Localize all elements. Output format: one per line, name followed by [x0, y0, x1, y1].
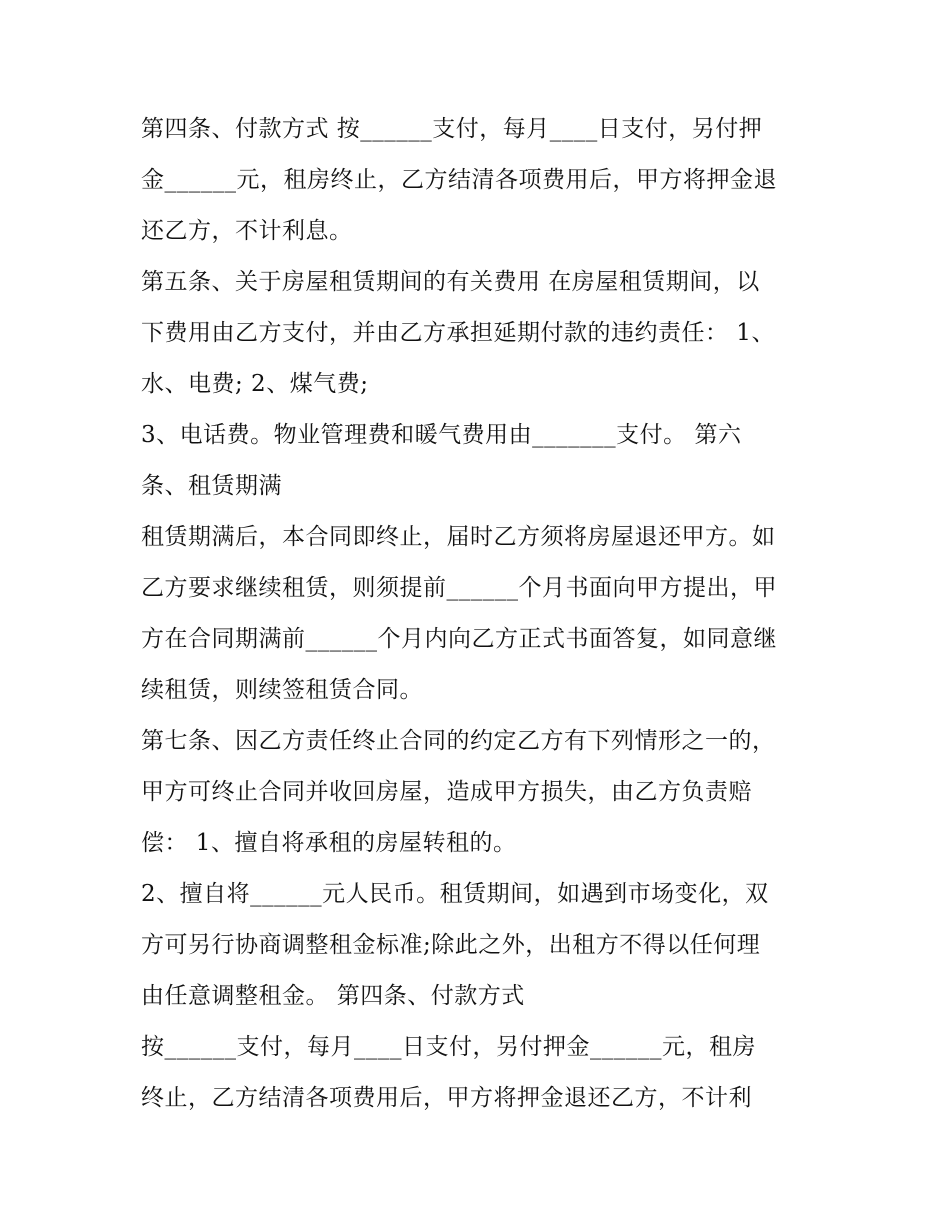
text-line-18: 由任意调整租金。 第四条、付款方式	[141, 983, 525, 1009]
text-line-13: 第七条、因乙方责任终止合同的约定乙方有下列情形之一的，	[141, 728, 776, 754]
text-line-2: 金______元，租房终止，乙方结清各项费用后，甲方将押金退	[141, 167, 777, 193]
text-line-5: 下费用由乙方支付，并由乙方承担延期付款的违约责任： 1、	[141, 320, 775, 346]
text-line-14: 甲方可终止合同并收回房屋，造成甲方损失，由乙方负责赔	[141, 779, 752, 805]
text-line-10: 乙方要求继续租赁，则须提前______个月书面向甲方提出，甲	[141, 575, 777, 601]
text-line-11: 方在合同期满前______个月内向乙方正式书面答复，如同意继	[141, 626, 777, 652]
text-line-1: 第四条、付款方式 按______支付，每月____日支付，另付押	[141, 116, 763, 142]
text-line-4: 第五条、关于房屋租赁期间的有关费用 在房屋租赁期间，以	[141, 269, 760, 295]
text-line-17: 方可另行协商调整租金标准;除此之外，出租方不得以任何理	[141, 932, 761, 958]
text-line-16: 2、擅自将______元人民币。租赁期间，如遇到市场变化，双	[141, 881, 769, 907]
text-line-12: 续租赁，则续签租赁合同。	[141, 677, 423, 703]
text-line-9: 租赁期满后，本合同即终止，届时乙方须将房屋退还甲方。如	[141, 524, 776, 550]
text-line-20: 终止，乙方结清各项费用后，甲方将押金退还乙方，不计利	[141, 1085, 752, 1111]
text-line-8: 条、租赁期满	[141, 473, 282, 499]
text-line-15: 偿： 1、擅自将承租的房屋转租的。	[141, 830, 517, 856]
text-line-7: 3、电话费。物业管理费和暖气费用由_______支付。 第六	[141, 422, 742, 448]
text-line-3: 还乙方，不计利息。	[141, 218, 353, 244]
text-line-19: 按______支付，每月____日支付，另付押金______元，租房	[141, 1034, 756, 1060]
text-line-6: 水、电费; 2、煤气费;	[141, 371, 369, 397]
